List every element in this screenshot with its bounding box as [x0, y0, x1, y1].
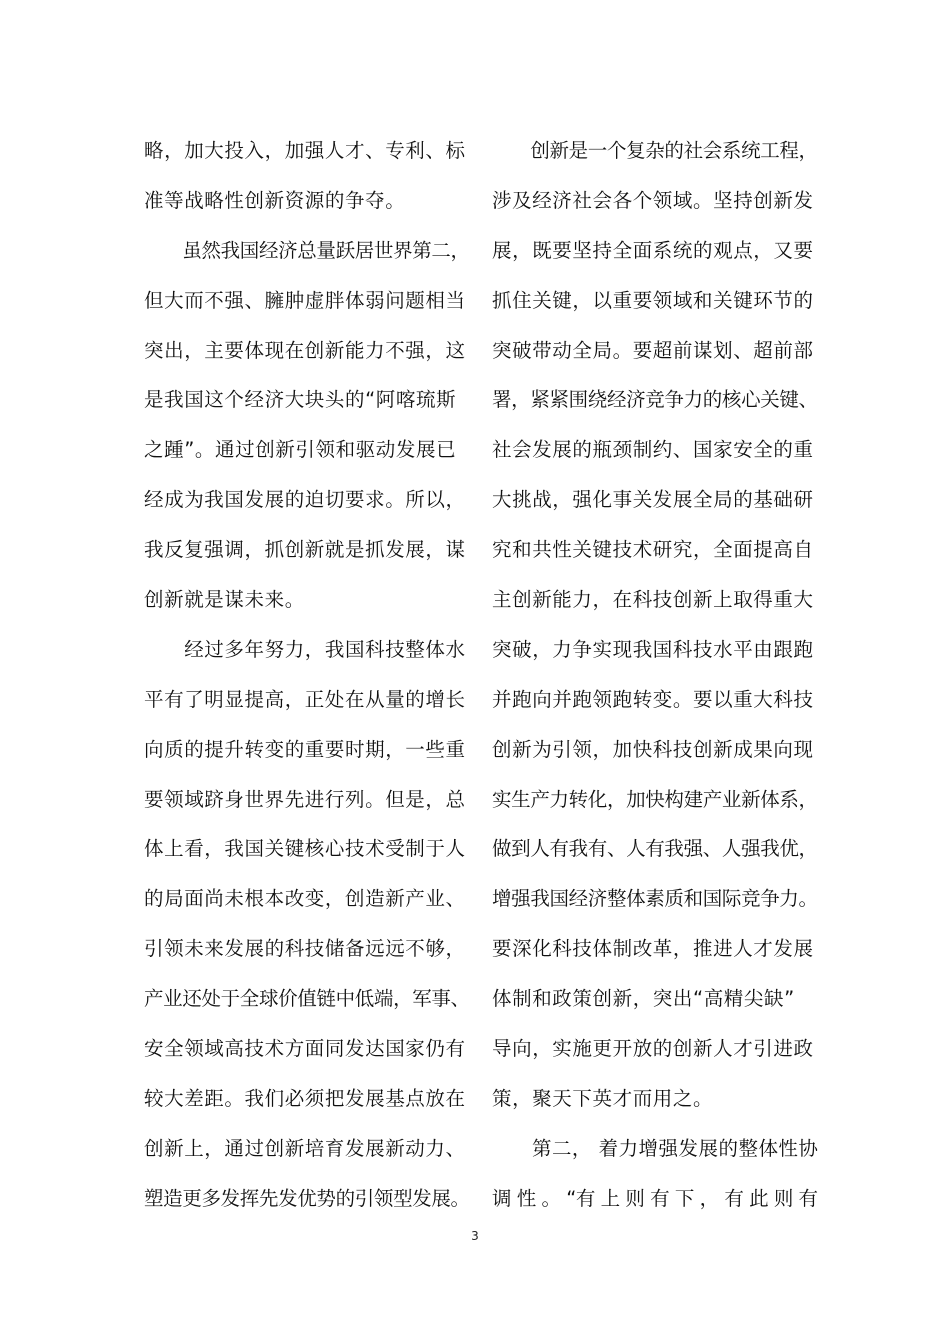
text-line: 增强我国经济整体素质和国际竞争力。	[492, 887, 818, 911]
text-line: 署，紧紧围绕经济竞争力的核心关键、	[492, 388, 818, 412]
text-line: 实生产力转化，加快构建产业新体系，	[492, 787, 818, 811]
text-line: 我反复强调，抓创新就是抓发展，谋	[144, 538, 466, 562]
text-line: 并跑向并跑领跑转变。要以重大科技	[492, 687, 814, 711]
text-line: 突破带动全局。要超前谋划、超前部	[492, 338, 814, 362]
text-line: 经过多年努力，我国科技整体水	[144, 637, 466, 661]
text-line: 突出，主要体现在创新能力不强，这	[144, 338, 466, 362]
text-line: 大挑战，强化事关发展全局的基础研	[492, 488, 814, 512]
text-line: 主创新能力，在科技创新上取得重大	[492, 588, 814, 612]
text-line: 较大差距。我们必须把发展基点放在	[144, 1086, 466, 1110]
text-line: 塑造更多发挥先发优势的引领型发展。	[144, 1186, 470, 1210]
text-line: 创新上，通过创新培育发展新动力、	[144, 1136, 466, 1160]
text-line: 创新是一个复杂的社会系统工程，	[492, 139, 818, 162]
text-line: 体上看，我国关键核心技术受制于人	[144, 837, 466, 861]
text-line: 略，加大投入，加强人才、专利、标	[144, 139, 466, 162]
text-line: 之踵”。通过创新引领和驱动发展已	[144, 438, 457, 462]
text-line: 做到人有我有、人有我强、人强我优，	[492, 837, 818, 861]
text-line: 导向，实施更开放的创新人才引进政	[492, 1037, 814, 1061]
text-line: 产业还处于全球价值链中低端，军事、	[144, 987, 470, 1011]
text-line: 经成为我国发展的迫切要求。所以，	[144, 488, 466, 512]
text-line: 安全领域高技术方面同发达国家仍有	[144, 1037, 466, 1061]
text-line: 究和共性关键技术研究，全面提高自	[492, 538, 814, 562]
text-line: 展，既要坚持全面系统的观点，又要	[492, 238, 814, 262]
right-text-column	[492, 126, 819, 1224]
text-line: 要深化科技体制改革，推进人才发展	[492, 937, 814, 961]
text-line: 体制和政策创新，突出“高精尖缺”	[492, 987, 795, 1011]
text-line: 抓住关键，以重要领域和关键环节的	[492, 288, 814, 312]
left-text-column	[144, 126, 470, 1224]
text-line: 社会发展的瓶颈制约、国家安全的重	[492, 438, 814, 462]
text-line: 策，聚天下英才而用之。	[492, 1086, 714, 1110]
text-line: 引领未来发展的科技储备远远不够，	[144, 937, 466, 961]
text-line: 准等战略性创新资源的争夺。	[144, 188, 406, 212]
text-line: 创新为引领，加快科技创新成果向现	[492, 737, 814, 761]
text-line: 向质的提升转变的重要时期，一些重	[144, 737, 466, 761]
text-line: 虽然我国经济总量跃居世界第二，	[144, 238, 470, 262]
text-line: 但大而不强、臃肿虚胖体弱问题相当	[144, 288, 466, 312]
text-line: 第二， 着力增强发展的整体性协	[492, 1136, 819, 1160]
text-line: 突破，力争实现我国科技水平由跟跑	[492, 637, 814, 661]
text-line: 是我国这个经济大块头的“阿喀琉斯	[144, 388, 457, 412]
text-line: 的局面尚未根本改变，创造新产业、	[144, 887, 466, 911]
text-line: 平有了明显提高，正处在从量的增长	[144, 687, 466, 711]
text-line: 涉及经济社会各个领域。坚持创新发	[492, 188, 814, 212]
text-line: 调 性 。 “有 上 则 有 下 ， 有 此 则 有	[492, 1186, 818, 1210]
text-line: 要领域跻身世界先进行列。但是，总	[144, 787, 466, 811]
text-line: 创新就是谋未来。	[144, 588, 305, 612]
page-number: 3	[471, 1229, 479, 1243]
